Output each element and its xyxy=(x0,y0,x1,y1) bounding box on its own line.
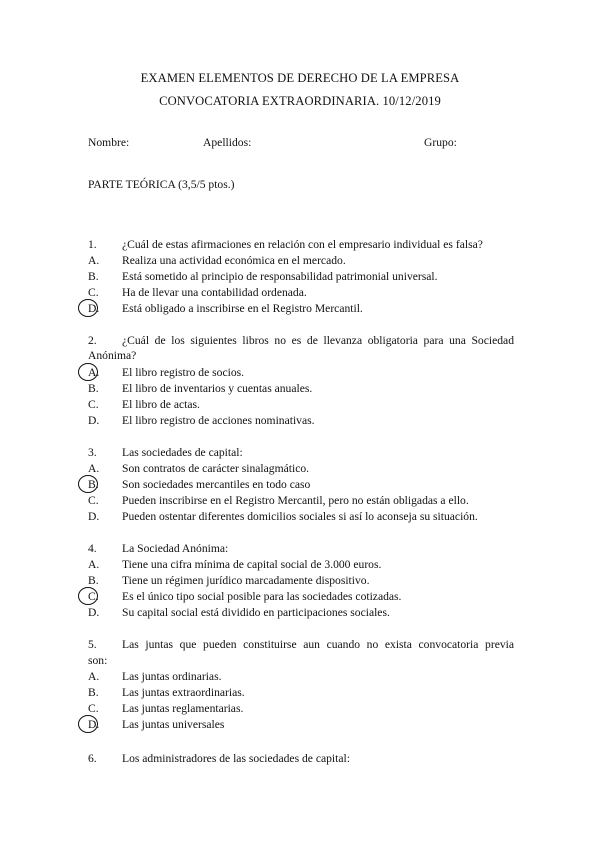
option-letter: D. xyxy=(88,606,100,619)
option-text: Está obligado a inscribirse en el Registro Mercantil. xyxy=(122,302,363,315)
exam-title: EXAMEN ELEMENTOS DE DERECHO DE LA EMPRESA xyxy=(140,71,460,85)
question-text-continuation: son: xyxy=(88,654,108,667)
option-letter: A. xyxy=(88,670,100,683)
option-text: Las juntas ordinarias. xyxy=(122,670,222,683)
option-letter: B. xyxy=(88,686,99,699)
name-label: Nombre: xyxy=(88,136,130,149)
question-text: La Sociedad Anónima: xyxy=(122,542,229,555)
option-letter: B. xyxy=(88,478,99,491)
option-a xyxy=(0,366,600,382)
option-letter: C. xyxy=(88,286,99,299)
option-letter: B. xyxy=(88,270,99,283)
question-text: Las juntas que pueden constituirse aun cuando no exista convocatoria previa xyxy=(122,638,514,651)
option-text: Pueden ostentar diferentes domicilios sociales si así lo aconseja su situación. xyxy=(122,510,478,523)
option-c xyxy=(0,398,600,414)
option-letter: B. xyxy=(88,382,99,395)
option-text: Tiene una cifra mínima de capital social de 3.000 euros. xyxy=(122,558,382,571)
option-letter: B. xyxy=(88,574,99,587)
exam-subtitle: CONVOCATORIA EXTRAORDINARIA. 10/12/2019 xyxy=(159,94,441,108)
option-text: El libro de actas. xyxy=(122,398,200,411)
option-letter: C. xyxy=(88,702,99,715)
option-d xyxy=(0,510,600,526)
option-text: Ha de llevar una contabilidad ordenada. xyxy=(122,286,307,299)
question-text: Las sociedades de capital: xyxy=(122,446,243,459)
option-b xyxy=(0,686,600,702)
option-a xyxy=(0,670,600,686)
option-letter: C. xyxy=(88,494,99,507)
option-d xyxy=(0,606,600,622)
option-text: Son sociedades mercantiles en todo caso xyxy=(122,478,311,491)
option-c xyxy=(0,494,600,510)
option-text: Las juntas extraordinarias. xyxy=(122,686,245,699)
option-letter: C. xyxy=(88,398,99,411)
group-label: Grupo: xyxy=(424,136,457,149)
question-number: 1. xyxy=(88,238,97,251)
option-letter: A. xyxy=(88,366,100,379)
option-c xyxy=(0,590,600,606)
option-text: Está sometido al principio de responsabilidad patrimonial universal. xyxy=(122,270,438,283)
option-letter: A. xyxy=(88,254,100,267)
question-text: ¿Cuál de los siguientes libros no es de llevanza obligatoria para una Sociedad xyxy=(122,334,514,347)
option-b xyxy=(0,270,600,286)
question-text-continuation: Anónima? xyxy=(88,349,137,362)
option-a xyxy=(0,558,600,574)
option-text: Las juntas universales xyxy=(122,718,225,731)
option-text: El libro registro de socios. xyxy=(122,366,245,379)
section-title: PARTE TEÓRICA (3,5/5 ptos.) xyxy=(88,178,235,191)
option-d xyxy=(0,414,600,430)
option-text: Son contratos de carácter sinalagmático. xyxy=(122,462,310,475)
surname-label: Apellidos: xyxy=(203,136,252,149)
option-text: Pueden inscribirse en el Registro Mercantil, pero no están obligadas a ello. xyxy=(122,494,469,507)
option-letter: C. xyxy=(88,590,99,603)
option-letter: D. xyxy=(88,718,100,731)
option-a xyxy=(0,254,600,270)
option-letter: D. xyxy=(88,414,100,427)
question-number: 2. xyxy=(88,334,97,347)
question-text: Los administradores de las sociedades de capital: xyxy=(122,752,350,765)
option-letter: D. xyxy=(88,510,100,523)
option-text: Es el único tipo social posible para las sociedades cotizadas. xyxy=(122,590,402,603)
option-text: El libro de inventarios y cuentas anuales. xyxy=(122,382,313,395)
question-text: ¿Cuál de estas afirmaciones en relación con el empresario individual es falsa? xyxy=(122,238,483,251)
option-text: Las juntas reglamentarias. xyxy=(122,702,244,715)
option-text: Su capital social está dividido en participaciones sociales. xyxy=(122,606,390,619)
option-letter: A. xyxy=(88,462,100,475)
option-letter: A. xyxy=(88,558,100,571)
option-b xyxy=(0,478,600,494)
option-letter: D. xyxy=(88,302,100,315)
question-number: 5. xyxy=(88,638,97,651)
question-number: 4. xyxy=(88,542,97,555)
option-b xyxy=(0,382,600,398)
question-number: 3. xyxy=(88,446,97,459)
question-number: 6. xyxy=(88,752,97,765)
option-text: Tiene un régimen jurídico marcadamente dispositivo. xyxy=(122,574,370,587)
option-text: El libro registro de acciones nominativas. xyxy=(122,414,315,427)
option-d xyxy=(0,718,600,734)
option-d xyxy=(0,302,600,318)
option-text: Realiza una actividad económica en el mercado. xyxy=(122,254,346,267)
